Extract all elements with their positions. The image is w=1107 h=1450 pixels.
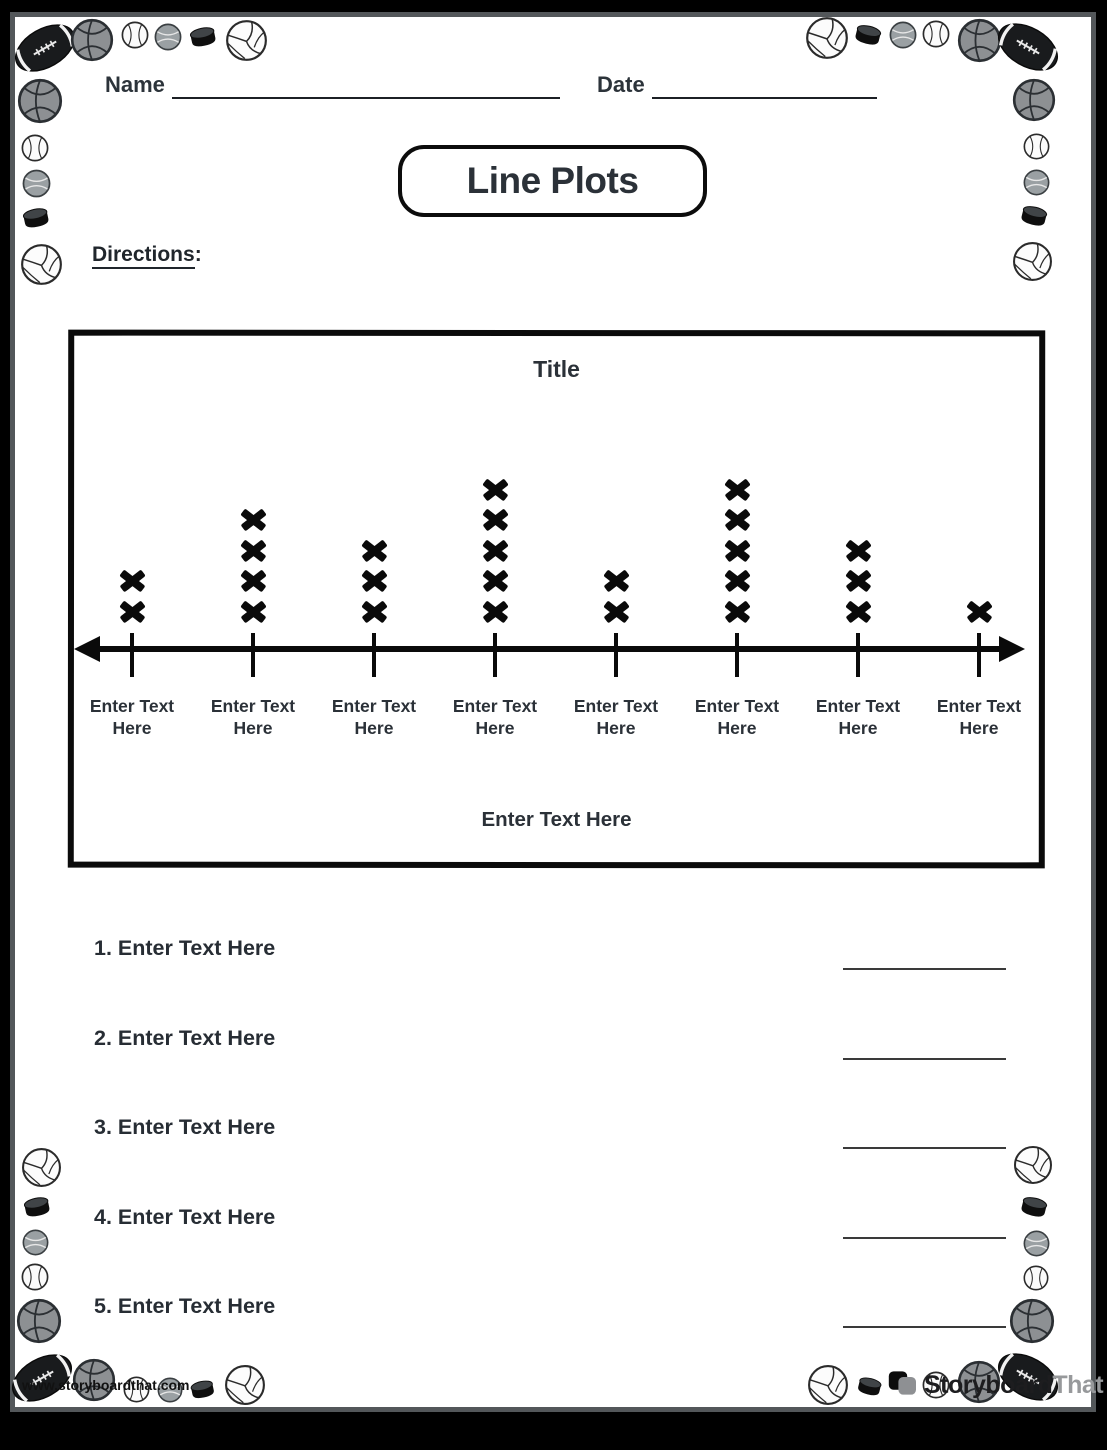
question-row (0, 1026, 1107, 1086)
directions-colon: : (194, 243, 202, 266)
tick-label[interactable]: Enter Text Here (452, 696, 538, 738)
x-mark (725, 509, 749, 531)
question-text[interactable]: 3. Enter Text Here (94, 1115, 276, 1139)
axis-tick (614, 633, 618, 677)
tick-label[interactable]: Enter Text Here (936, 696, 1022, 738)
question-row (0, 936, 1107, 996)
site-url: www.storyboardthat.com (22, 1377, 190, 1393)
x-mark-stack (846, 539, 870, 622)
x-mark (241, 509, 265, 531)
answer-line[interactable] (843, 1058, 1006, 1060)
x-mark-stack (362, 539, 386, 622)
tick-label[interactable]: Enter Text Here (210, 696, 296, 738)
axis-tick (493, 633, 497, 677)
x-mark-stack (604, 570, 628, 623)
x-mark (120, 570, 144, 592)
axis-tick (856, 633, 860, 677)
x-mark-stack (241, 509, 265, 623)
number-line-left-arrow-icon (74, 636, 100, 662)
chart-title[interactable]: Title (533, 356, 580, 382)
directions-heading (92, 243, 202, 267)
question-row (0, 1115, 1107, 1175)
x-mark-stack (483, 478, 507, 622)
tick-label[interactable]: Enter Text Here (694, 696, 780, 738)
question-text[interactable]: 4. Enter Text Here (94, 1204, 276, 1229)
date-input-line[interactable] (652, 97, 877, 99)
plot-border (68, 330, 1045, 869)
x-mark (241, 600, 265, 622)
axis-tick (372, 633, 376, 677)
axis-tick (130, 633, 134, 677)
x-mark (846, 570, 870, 592)
x-mark-stack (120, 570, 144, 623)
x-axis-label[interactable]: Enter Text Here (481, 808, 632, 831)
x-mark (362, 600, 386, 622)
x-mark (483, 600, 507, 622)
tick-label[interactable]: Enter Text Here (815, 696, 901, 738)
x-mark (967, 600, 991, 622)
axis-tick (735, 633, 739, 677)
x-mark (604, 570, 628, 592)
name-label: Name (105, 72, 165, 97)
x-mark (725, 570, 749, 592)
question-row (0, 1205, 1107, 1265)
x-mark-stack (967, 600, 991, 622)
axis-tick (977, 633, 981, 677)
question-row (0, 1294, 1107, 1354)
brand-text-that: That (1052, 1370, 1104, 1399)
name-input-line[interactable] (172, 97, 560, 99)
answer-line[interactable] (843, 1237, 1006, 1239)
question-text[interactable]: 1. Enter Text Here (94, 936, 276, 960)
brand-text-storyboard: Storyboard (924, 1370, 1053, 1399)
tick-label[interactable]: Enter Text Here (331, 696, 417, 738)
x-mark (725, 478, 749, 500)
number-line (88, 646, 1005, 652)
question-text[interactable]: 5. Enter Text Here (94, 1294, 276, 1318)
answer-line[interactable] (843, 1326, 1006, 1328)
storyboardthat-logo-icon (888, 1369, 920, 1401)
x-mark (241, 539, 265, 561)
x-mark-stack (725, 478, 749, 622)
x-mark (483, 570, 507, 592)
x-mark (241, 570, 265, 592)
x-mark (362, 539, 386, 561)
x-mark (362, 570, 386, 592)
x-mark (604, 600, 628, 622)
directions-label: Directions (92, 243, 195, 269)
tick-label[interactable]: Enter Text Here (89, 696, 175, 738)
x-mark (483, 509, 507, 531)
storyboardthat-logo (888, 1369, 1103, 1401)
worksheet-title-badge (398, 145, 707, 217)
answer-line[interactable] (843, 968, 1006, 970)
number-line-right-arrow-icon (999, 636, 1025, 662)
x-mark (120, 600, 144, 622)
line-plot-panel (68, 330, 1045, 868)
x-mark (725, 539, 749, 561)
x-mark (483, 539, 507, 561)
x-mark (483, 478, 507, 500)
axis-tick (251, 633, 255, 677)
x-mark (846, 539, 870, 561)
tick-label[interactable]: Enter Text Here (573, 696, 659, 738)
x-mark (846, 600, 870, 622)
worksheet-title: Line Plots (466, 160, 639, 201)
date-label: Date (597, 72, 645, 97)
x-mark (725, 600, 749, 622)
question-text[interactable]: 2. Enter Text Here (94, 1025, 276, 1050)
answer-line[interactable] (843, 1147, 1006, 1149)
